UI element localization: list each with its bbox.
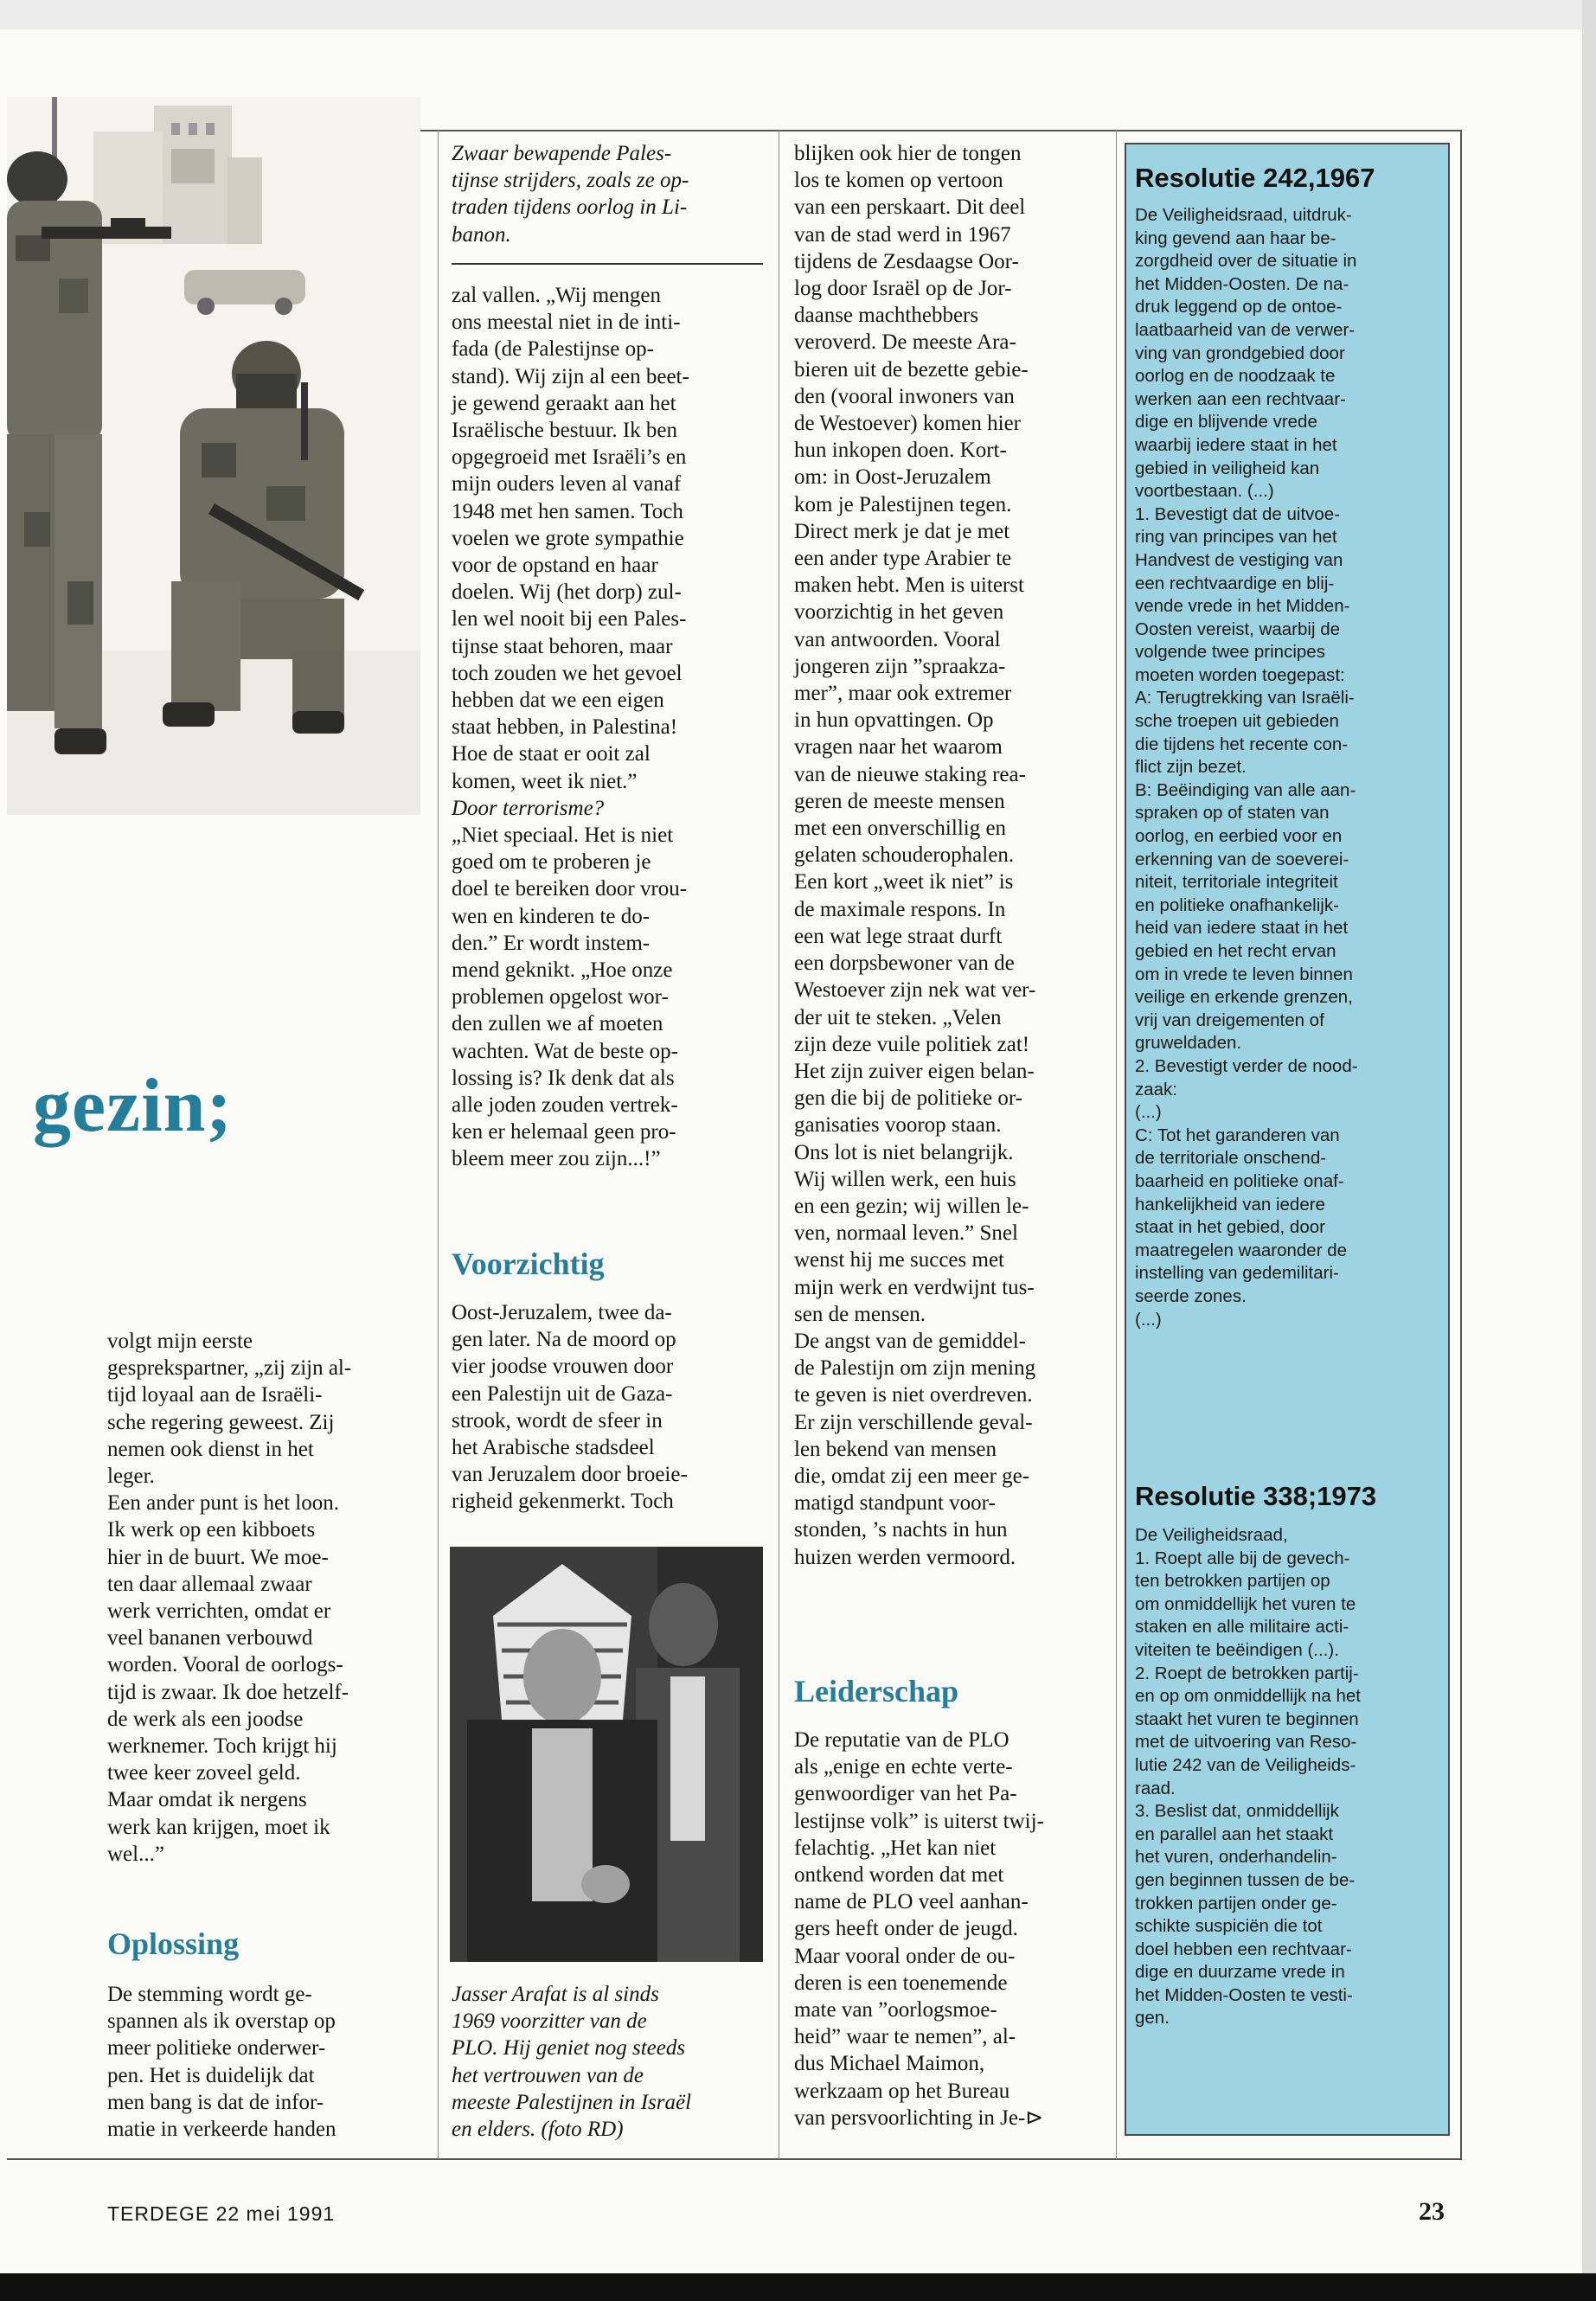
sidebar-title-242: Resolutie 242,1967 bbox=[1135, 163, 1375, 193]
subhead-oplossing: Oplossing bbox=[107, 1926, 240, 1961]
column-rule-1 bbox=[438, 130, 439, 2159]
frame-bottom-rule bbox=[7, 2158, 1462, 2160]
subhead-leiderschap: Leiderschap bbox=[794, 1674, 959, 1708]
column-1-body-2: De stemming wordt ge- spannen als ik overstap op meer politieke onderwer- pen. Het is duidelijk dat men bang is dat de infor- matie in verkeerde handen bbox=[107, 1983, 337, 2142]
page-right-band bbox=[1582, 0, 1596, 2301]
column-2-body-b: „Niet speciaal. Het is niet goed om te proberen je doel te bereiken door vrou- wen en kinderen te do- den.” Er wordt instem- mend geknikt. „Hoe onze problemen opgelost wor- den zullen we af moeten wachten. Wat de beste op- lossing is? Ik denk dat als alle joden zouden vertrek- ken er helemaal geen pro- bleem meer zou zijn...!” bbox=[452, 824, 688, 1171]
column-2-body-2: Oost-Jeruzalem, twee da- gen later. Na de moord op vier joodse vrouwen door een Palestijn uit de Gaza- strook, wordt de sfeer in het Arabische stadsdeel van Jeruzalem door broeie- righeid gekenmerkt. Toch bbox=[452, 1301, 688, 1514]
caption-rule bbox=[452, 263, 763, 265]
sidebar-text-338: De Veiligheidsraad, 1. Roept alle bij de gevech- ten betrokken partijen op om onmiddellijk het vuren te staken en alle militaire acti- viteiten te beëindigen (...). 2. Roept de betrokken partij- en op om onmiddellijk na het staakt het vuren te beginnen met de uitvoering van Reso- lutie 242 van de Veiligheids- raad. 3. Beslist dat, onmiddellijk en parallel aan het staakt het vuren, onderhandelin- gen beginnen tussen de be- trokken partijen onder ge- schikte suspiciën die tot doel hebben een rechtvaar- dige en duurzame vrede in het Midden-Oosten te vesti- gen. bbox=[1135, 1525, 1361, 2029]
sidebar-text-242: De Veiligheidsraad, uitdruk- king gevend aan haar be- zorgdheid over de situatie in het Midden-Oosten. De na- druk leggend op de ontoe- laatbaarheid van de verwer- ving van grondgebied door oorlog en de noodzaak te werken aan een rechtvaar- dige en blijvende vrede waarbij iedere staat in het gebied in veiligheid kan voortbestaan. (...) 1. Bevestigt dat de uitvoe- ring van principes van het Handvest de vestiging van een rechtvaardige en blij- vende vrede in het Midden- Oosten vereist, waarbij de volgende twee principes moeten worden toegepast: A: Terugtrekking van Israëli- sche troepen uit gebieden die tijdens het recente con- flict zijn bezet. B: Beëindiging van alle aan- spraken op of staten van oorlog, en eerbied voor en erkenning van de soeverei- niteit, territoriale integriteit en politieke onafhankelijk- heid van iedere staat in het gebied en het recht ervan om in vrede te leven binnen veilige en erkende grenzen, vrij van dreigementen of gruweldaden. 2. Bevestigt verder de nood- zaak: (...) C: Tot het garanderen van de territoriale onschend- baarheid en politieke onaf- hankelijkheid van iedere staat in het gebied, door maatregelen waaronder de instelling van gedemilitari- seerde zones. (...) bbox=[1135, 205, 1358, 1330]
headline-fragment: gezin; bbox=[33, 1064, 233, 1148]
arafat-photo bbox=[450, 1547, 763, 1962]
page-top-band bbox=[0, 0, 1596, 29]
soldiers-illustration bbox=[7, 97, 420, 815]
column-3-body: blijken ook hier de tongen los te komen op vertoon van een perskaart. Dit deel van de stad werd in 1967 tijdens de Zesdaagse Oor- log door Israël op de Jor- daanse machthebbers veroverd. De meeste Ara- bieren uit de bezette gebie- den (vooral inwoners van de Westoever) komen hier hun inkopen doen. Kort- om: in Oost-Jeruzalem kom je Palestijnen tegen. Direct merk je dat je met een ander type Arabier te maken hebt. Men is uiterst voorzichtig in het geven van antwoorden. Vooral jongeren zijn ”spraakza- mer”, maar ook extremer in hun opvattingen. Op vragen naar het waarom van de nieuwe staking rea- geren de meeste mensen met een onverschillig en gelaten schouderophalen. Een kort „weet ik niet” is de maximale respons. In een wat lege straat durft een dorpsbewoner van de Westoever zijn nek wat ver- der uit te steken. „Velen zijn deze vuile politiek zat! Het zijn zuiver eigen belan- gen die bij de politieke or- ganisaties voorop staan. Ons lot is niet belangrijk. Wij willen werk, een huis en een gezin; wij willen le- ven, normaal leven.” Snel wenst hij me succes met mijn werk en verdwijnt tus- sen de mensen. De angst van de gemiddel- de Palestijn om zijn mening te geven is niet overdreven. Er zijn verschillende geval- len bekend van mensen die, omdat zij een meer ge- matigd standpunt voor- stonden, ’s nachts in hun huizen werden vermoord. bbox=[794, 142, 1036, 1569]
footer-publication: TERDEGE 22 mei 1991 bbox=[107, 2202, 336, 2225]
column-3-body-2: De reputatie van de PLO als „enige en echte verte- genwoordiger van het Pa- lestijnse volk” is uiterst twij- felachtig. „Het kan niet ontkend worden dat met name de PLO veel aanhan- gers heeft onder de jeugd. Maar vooral onder de ou- deren is een toenemende mate van ”oorlogsmoe- heid” waar te nemen”, al- dus Michael Maimon, werkzaam op het Bureau van persvoorlichting in Je-⊳ bbox=[794, 1728, 1044, 2130]
column-1-body: volgt mijn eerste gesprekspartner, „zij zijn al- tijd loyaal aan de Israëli- sche regering geweest. Zij nemen ook dienst in het leger. Een ander punt is het loon. Ik werk op een kibboets hier in de buurt. We moe- ten daar allemaal zwaar werk verrichten, omdat er veel bananen verbouwd worden. Vooral de oorlogs- tijd is zwaar. Ik doe hetzelf- de werk als een joodse werknemer. Toch krijgt hij twee keer zoveel geld. Maar omdat ik nergens werk kan krijgen, moet ik wel...” bbox=[107, 1330, 352, 1866]
page-bottom-band bbox=[0, 2273, 1596, 2301]
photo-caption: Jasser Arafat is al sinds 1969 voorzitter van de PLO. Hij geniet nog steeds het vertrouwen van de meeste Palestijnen in Israël en elders. (foto RD) bbox=[452, 1983, 692, 2142]
column-2-question: Door terrorisme? bbox=[452, 797, 605, 820]
column-2-body: zal vallen. „Wij mengen ons meestal niet in de inti- fada (de Palestijnse op- stand). Wij zijn al een beet- je gewend geraakt aan het Israëlische bestuur. Ik ben opgegroeid met Israëli’s en mijn ouders leven al vanaf 1948 met hen samen. Toch voelen we grote sympathie voor de opstand en haar doelen. Wij (het dorp) zul- len wel nooit bij een Pales- tijnse staat behoren, maar toch zouden we het gevoel hebben dat we een eigen staat hebben, in Palestina! Hoe de staat er ooit zal komen, weet ik niet.” bbox=[452, 284, 689, 793]
column-rule-3 bbox=[1116, 130, 1117, 2159]
illustration-caption: Zwaar bewapende Pales- tijnse strijders, zoals ze op- traden tijdens oorlog in Li- banon. bbox=[452, 142, 689, 247]
frame-right-rule bbox=[1460, 130, 1462, 2159]
footer-page-number: 23 bbox=[1419, 2197, 1445, 2226]
subhead-voorzichtig: Voorzichtig bbox=[452, 1247, 605, 1281]
sidebar-title-338: Resolutie 338;1973 bbox=[1135, 1481, 1377, 1511]
